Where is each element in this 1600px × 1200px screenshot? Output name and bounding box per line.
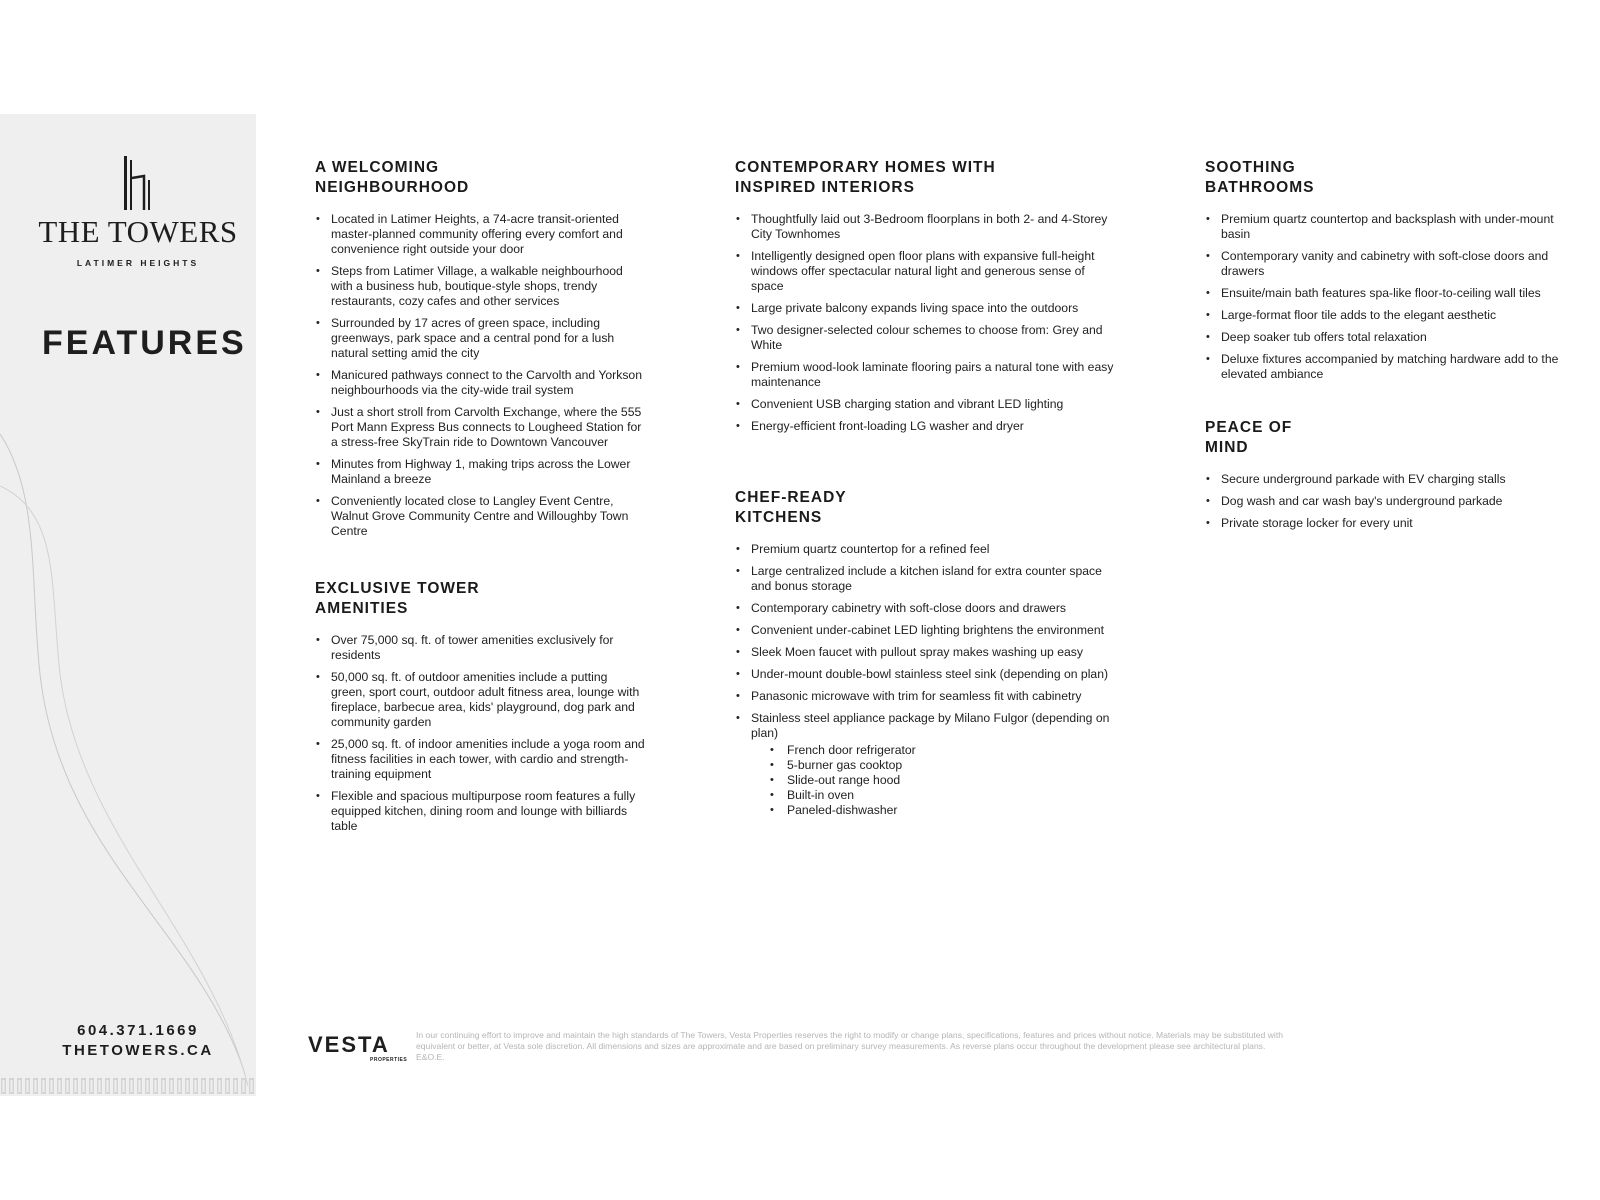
- section-peace-of-mind: [1205, 418, 1565, 531]
- list-item: [735, 711, 1115, 818]
- list-item: • Under-mount double-bowl stainless steel sink (depending on plan): [735, 667, 1115, 682]
- list-item: • Manicured pathways connect to the Carvolth and Yorkson neighbourhoods via the city-wide trail system: [315, 368, 645, 398]
- section-homes: [735, 158, 1115, 434]
- appliance-list: [769, 743, 1115, 818]
- feature-list: [1205, 212, 1565, 382]
- feature-list: [315, 633, 645, 834]
- decorative-pattern: [0, 1076, 256, 1096]
- list-item: • Conveniently located close to Langley Event Centre, Walnut Grove Community Centre and Willoughby Town Centre: [315, 494, 645, 539]
- list-item: • Large centralized include a kitchen island for extra counter space and bonus storage: [735, 564, 1115, 594]
- footer: [308, 1030, 1288, 1070]
- section-bathrooms: [1205, 158, 1565, 382]
- list-item: • Minutes from Highway 1, making trips across the Lower Mainland a breeze: [315, 457, 645, 487]
- website-link[interactable]: THETOWERS.CA: [62, 1042, 214, 1059]
- list-item: • Surrounded by 17 acres of green space, including greenways, park space and a central pond for a lush natural setting amid the city: [315, 316, 645, 361]
- column-left: [315, 158, 645, 841]
- section-heading: CHEF-READY KITCHENS: [735, 489, 847, 526]
- list-item: • Premium wood-look laminate flooring pairs a natural tone with easy maintenance: [735, 360, 1115, 390]
- list-item: • Steps from Latimer Village, a walkable neighbourhood with a business hub, boutique-style shops, trendy restaurants, cozy cafes and other services: [315, 264, 645, 309]
- feature-list: [315, 212, 645, 539]
- appliance-item: • French door refrigerator: [769, 743, 1115, 758]
- list-item: • Convenient USB charging station and vibrant LED lighting: [735, 397, 1115, 412]
- list-item: • Large private balcony expands living space into the outdoors: [735, 301, 1115, 316]
- list-item: • Contemporary cabinetry with soft-close doors and drawers: [735, 601, 1115, 616]
- list-item: • Contemporary vanity and cabinetry with soft-close doors and drawers: [1205, 249, 1565, 279]
- section-heading: CONTEMPORARY HOMES WITH INSPIRED INTERIORS: [735, 159, 996, 196]
- phone-number[interactable]: 604.371.1669: [77, 1022, 199, 1039]
- list-item: • Deluxe fixtures accompanied by matching hardware add to the elevated ambiance: [1205, 352, 1565, 382]
- feature-list: [735, 542, 1115, 818]
- list-item: • Secure underground parkade with EV charging stalls: [1205, 472, 1565, 487]
- section-heading: A WELCOMING NEIGHBOURHOOD: [315, 159, 470, 196]
- page-title: FEATURES: [42, 324, 247, 362]
- section-heading: PEACE OF MIND: [1205, 419, 1293, 456]
- list-item: • 25,000 sq. ft. of indoor amenities include a yoga room and fitness facilities in each tower, with cardio and strength-training equipment: [315, 737, 645, 782]
- list-item: • Premium quartz countertop for a refined feel: [735, 542, 1115, 557]
- vesta-logo: VESTA: [308, 1032, 390, 1057]
- list-item: • Two designer-selected colour schemes to choose from: Grey and White: [735, 323, 1115, 353]
- brand-subtitle: LATIMER HEIGHTS: [76, 258, 200, 268]
- section-heading: EXCLUSIVE TOWER AMENITIES: [315, 580, 480, 617]
- column-middle: [735, 158, 1115, 825]
- section-heading: SOOTHING BATHROOMS: [1205, 159, 1315, 196]
- sidebar: [0, 114, 256, 1096]
- brand-name: THE TOWERS: [38, 214, 238, 249]
- list-item: • Sleek Moen faucet with pullout spray makes washing up easy: [735, 645, 1115, 660]
- list-item: • Intelligently designed open floor plans with expansive full-height windows offer spectacular natural light and generous sense of space: [735, 249, 1115, 294]
- list-item: • Private storage locker for every unit: [1205, 516, 1565, 531]
- list-item: • Panasonic microwave with trim for seamless fit with cabinetry: [735, 689, 1115, 704]
- appliance-item: • 5-burner gas cooktop: [769, 758, 1115, 773]
- section-amenities: [315, 579, 645, 834]
- list-item: • Over 75,000 sq. ft. of tower amenities exclusively for residents: [315, 633, 645, 663]
- appliance-item: • Paneled-dishwasher: [769, 803, 1115, 818]
- list-item: • Dog wash and car wash bay's underground parkade: [1205, 494, 1565, 509]
- list-item: • Just a short stroll from Carvolth Exchange, where the 555 Port Mann Express Bus connects to Lougheed Station for a stress-free SkyTrain ride to Downtown Vancouver: [315, 405, 645, 450]
- list-item: • Ensuite/main bath features spa-like floor-to-ceiling wall tiles: [1205, 286, 1565, 301]
- list-item: • Located in Latimer Heights, a 74-acre transit-oriented master-planned community offering every comfort and convenience right outside your door: [315, 212, 645, 257]
- feature-list: [735, 212, 1115, 434]
- feature-list: [1205, 472, 1565, 531]
- the-towers-logo-icon: [120, 156, 156, 210]
- appliance-item: • Built-in oven: [769, 788, 1115, 803]
- list-item: • Convenient under-cabinet LED lighting brightens the environment: [735, 623, 1115, 638]
- disclaimer-text: In our continuing effort to improve and maintain the high standards of The Towers, Vesta Properties reserves the right to modify or change plans, specifications, features and prices without notice. Materials may be substituted with equivalent or better, at Vesta sole discretion. All dimensions and sizes are approximate and are based on preliminary survey measurements. As reverse plans occur throughout the development please see architectural plans. E&O.E.: [416, 1030, 1284, 1062]
- section-kitchens: [735, 488, 1115, 818]
- list-item: • Premium quartz countertop and backsplash with under-mount basin: [1205, 212, 1565, 242]
- appliance-item: • Slide-out range hood: [769, 773, 1115, 788]
- list-item: • Thoughtfully laid out 3-Bedroom floorplans in both 2- and 4-Storey City Townhomes: [735, 212, 1115, 242]
- vesta-logo-subtitle: PROPERTIES: [370, 1057, 408, 1063]
- list-item: • Large-format floor tile adds to the elegant aesthetic: [1205, 308, 1565, 323]
- section-neighbourhood: [315, 158, 645, 539]
- list-item: • Energy-efficient front-loading LG washer and dryer: [735, 419, 1115, 434]
- list-item: • Flexible and spacious multipurpose room features a fully equipped kitchen, dining room and lounge with billiards table: [315, 789, 645, 834]
- list-item-text: Stainless steel appliance package by Milano Fulgor (depending on plan): [751, 711, 1110, 740]
- list-item: • Deep soaker tub offers total relaxation: [1205, 330, 1565, 345]
- column-right: [1205, 158, 1565, 538]
- list-item: • 50,000 sq. ft. of outdoor amenities include a putting green, sport court, outdoor adult fitness area, lounge with fireplace, barbecue area, kids' playground, dog park and community garden: [315, 670, 645, 730]
